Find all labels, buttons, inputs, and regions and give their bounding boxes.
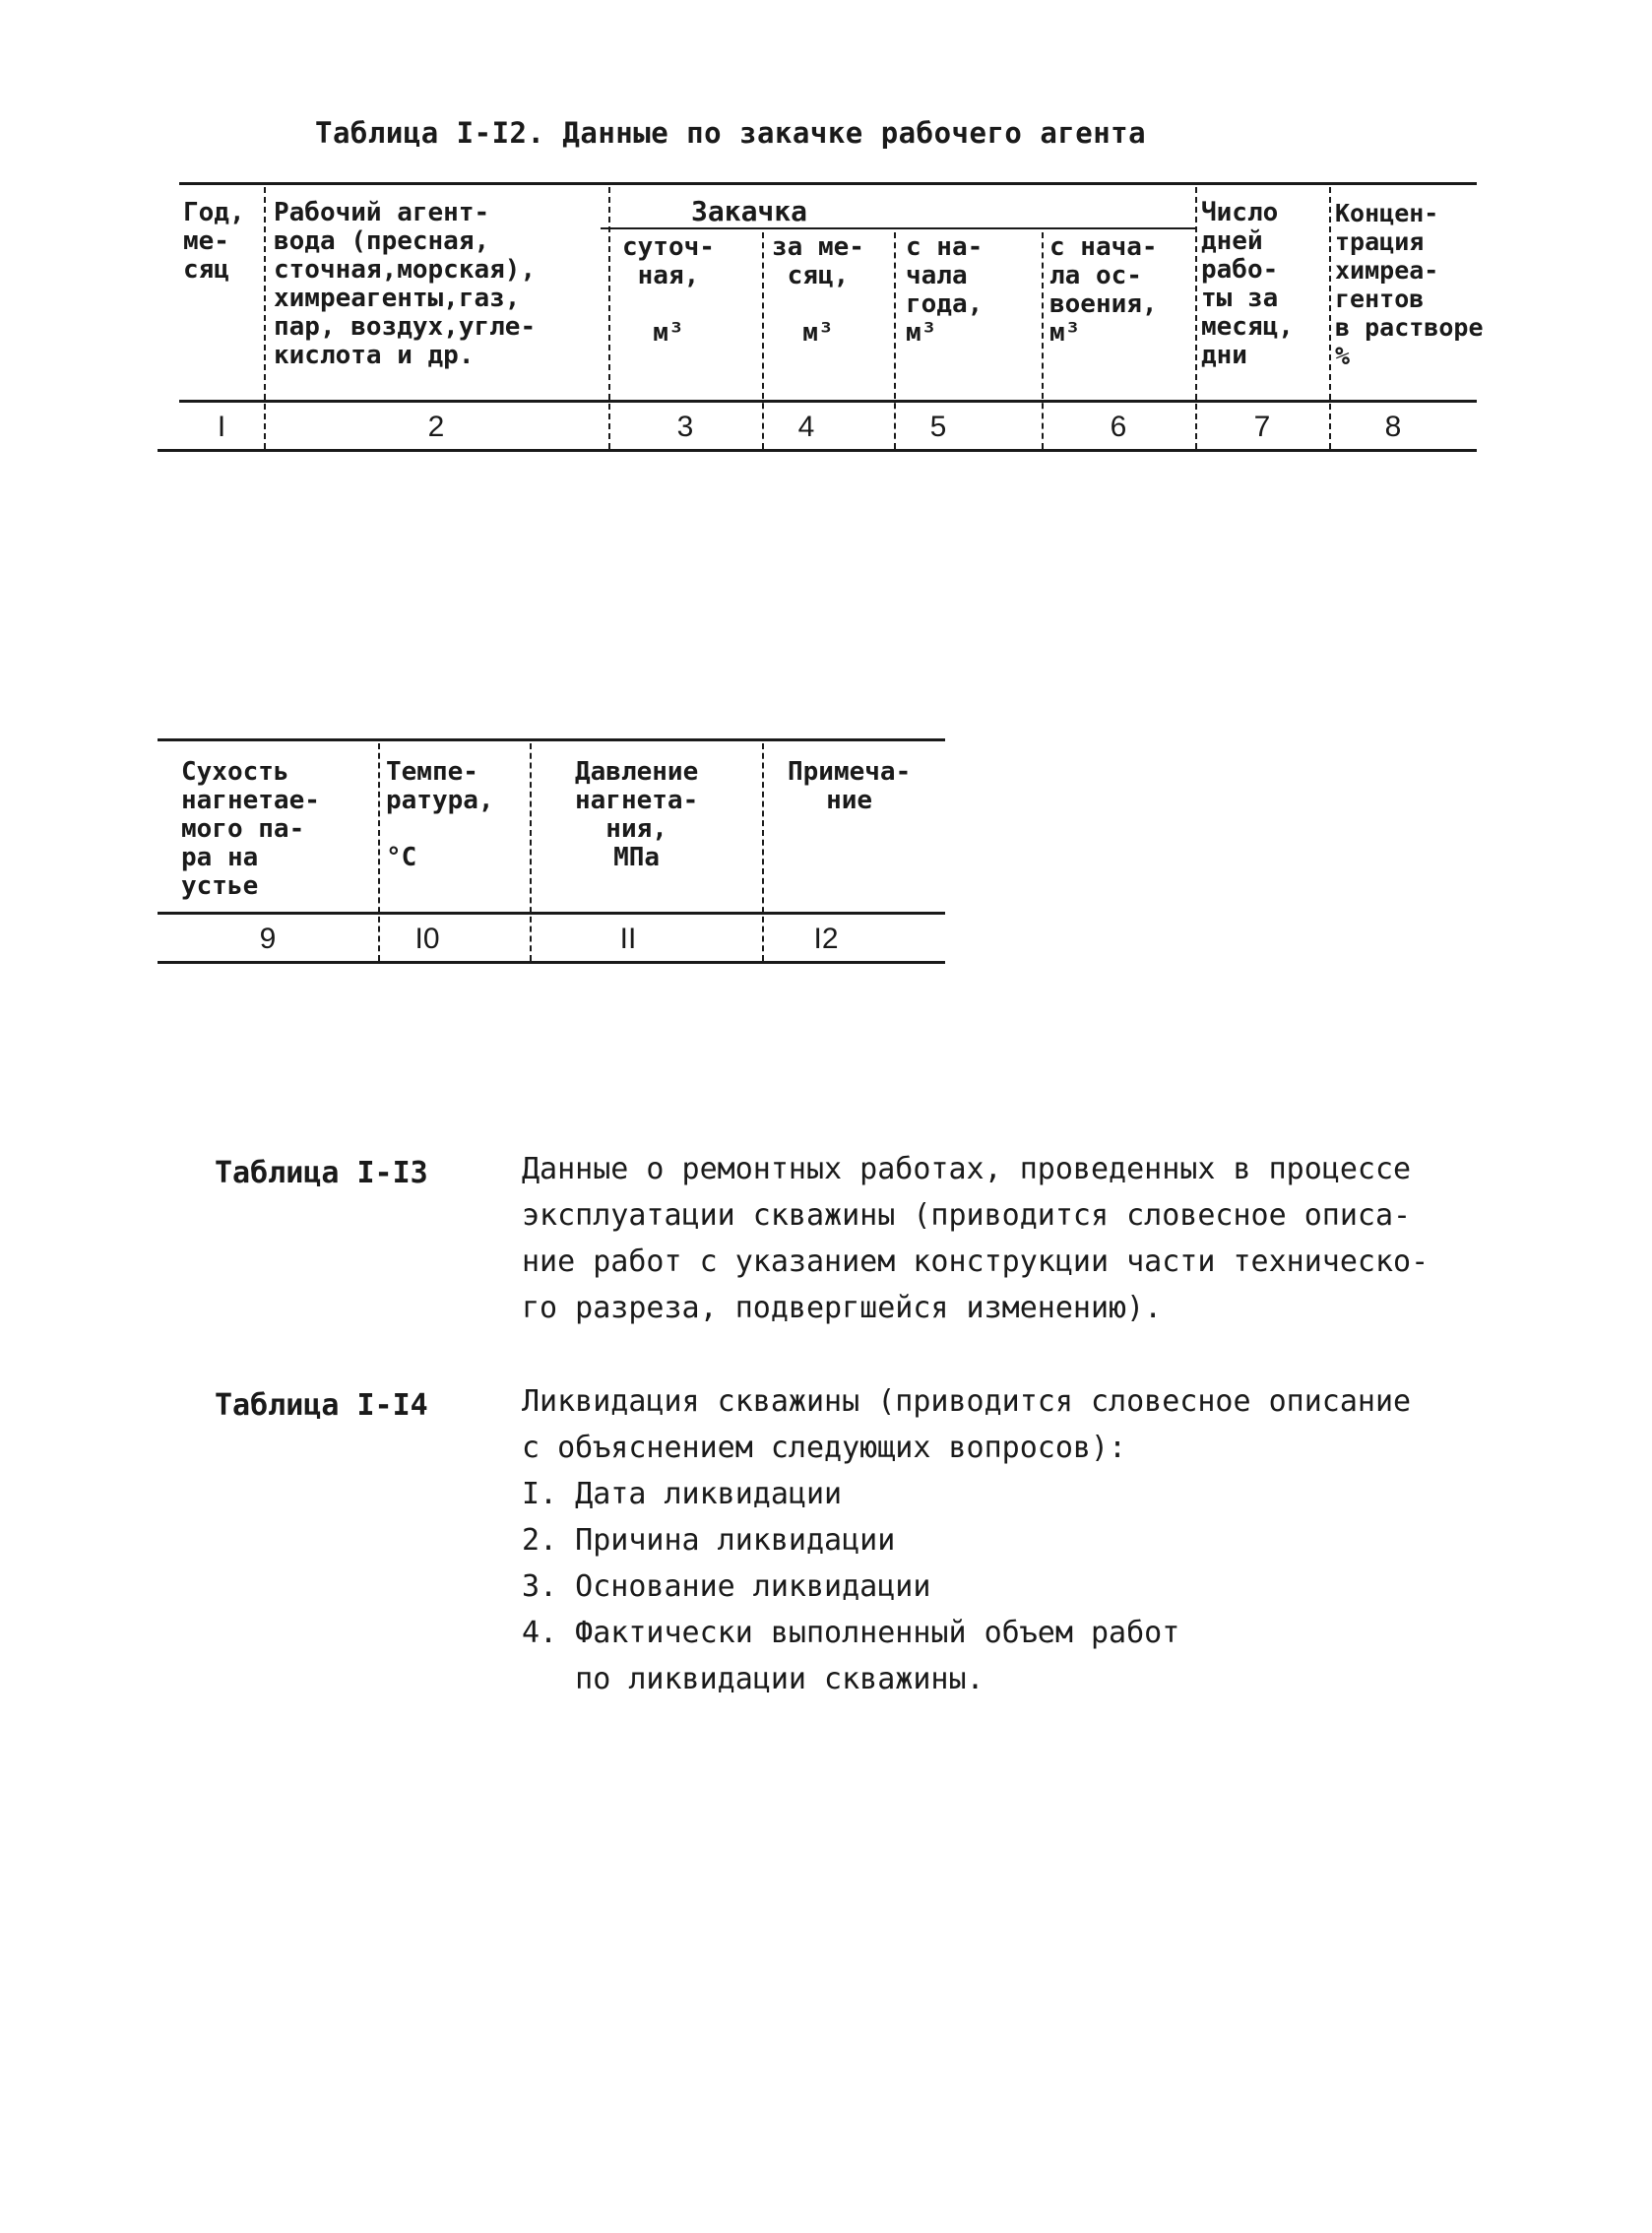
table-12-header-rule xyxy=(179,400,1477,403)
header-since-year-start: с на- чала года, м³ xyxy=(906,232,984,348)
col-number: 3 xyxy=(676,411,694,443)
table-12-top-rule xyxy=(179,182,1477,185)
col-number: 9 xyxy=(259,923,277,955)
table-14-intro: Ликвидация скважины (приводится словесное описание с объяснением следующих вопросов): xyxy=(522,1384,1412,1465)
group-rule xyxy=(601,227,1195,229)
col-number: 7 xyxy=(1253,411,1271,443)
header-agent: Рабочий агент- вода (пресная, сточная,морская), химреагенты,газ, пар, воздух,угле- кислота и др. xyxy=(274,198,537,370)
list-item: 2. Причина ликвидации xyxy=(522,1523,896,1558)
col-number: 6 xyxy=(1110,411,1127,443)
header-since-development: с нача- ла ос- воения, м³ xyxy=(1049,232,1158,348)
table-12-bottom-rule xyxy=(158,449,1477,452)
cont-bottom-rule xyxy=(158,961,945,964)
col-number: II xyxy=(619,923,637,955)
list-item: 4. Фактически выполненный объем работ по ликвидации скважины. xyxy=(522,1616,1180,1696)
col-number: 4 xyxy=(797,411,815,443)
list-item: 3. Основание ликвидации xyxy=(522,1569,931,1604)
header-steam-dryness: Сухость нагнетае- мого па- ра на устье xyxy=(181,757,320,901)
col-number: I xyxy=(217,411,226,443)
header-daily: суточ- ная, м³ xyxy=(622,232,715,348)
header-injection-pressure: Давление нагнета- ния, МПа xyxy=(575,757,699,872)
header-year-month: Год, ме- сяц xyxy=(183,198,245,285)
header-temperature: Темпе- ратура, °C xyxy=(386,757,494,872)
table-12-title: Таблица I-I2. Данные по закачке рабочего агента xyxy=(315,116,1147,150)
cont-top-rule xyxy=(158,738,945,741)
col-number: I0 xyxy=(414,923,440,955)
header-note: Примеча- ние xyxy=(788,757,912,815)
list-item: I. Дата ликвидации xyxy=(522,1477,843,1511)
table-13-text: Данные о ремонтных работах, проведенных в процессе эксплуатации скважины (приводится словесное описа- ние работ с указанием конструкции части техническо- го разреза, подвергшейся изменению). xyxy=(522,1152,1430,1325)
table-13-label: Таблица I-I3 xyxy=(215,1156,428,1190)
header-concentration: Концен- трация химреа- гентов в растворе % xyxy=(1335,199,1484,370)
col-number: I2 xyxy=(813,923,839,955)
cont-header-rule xyxy=(158,912,945,915)
col-number: 8 xyxy=(1384,411,1402,443)
header-monthly: за ме- сяц, м³ xyxy=(772,232,864,348)
header-work-days: Число дней рабо- ты за месяц, дни xyxy=(1201,198,1294,370)
table-14-label: Таблица I-I4 xyxy=(215,1388,428,1423)
col-number: 5 xyxy=(929,411,947,443)
header-injection-group: Закачка xyxy=(691,195,808,227)
col-number: 2 xyxy=(427,411,445,443)
